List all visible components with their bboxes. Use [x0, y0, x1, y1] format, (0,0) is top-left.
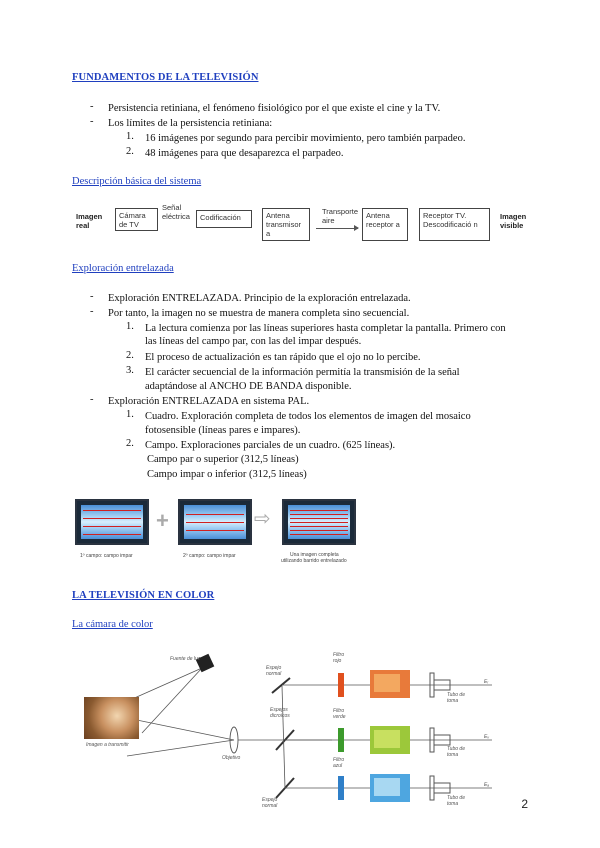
camera-diagram-lines [72, 648, 532, 838]
label-imagen-real: Imagen real [76, 212, 103, 230]
label-senal: Señal eléctrica [162, 203, 190, 221]
list-item: El carácter secuencial de la información permitía la transmisión de la señal [145, 367, 460, 378]
section-title-fundamentos: FUNDAMENTOS DE LA TELEVISIÓN [72, 72, 259, 83]
caption-completa-2: utilizando barrido entrelazado [281, 558, 347, 564]
box-codificacion: Codificación [196, 210, 252, 228]
list-item: Cuadro. Exploración completa de todos los elementos de imagen del mosaico [145, 411, 471, 422]
list-number: 2. [126, 350, 134, 361]
label-espejo-normal-bottom: Espejo normal [262, 797, 278, 809]
list-item: 16 imágenes por segundo para percibir movimiento, pero también parpadeo. [145, 133, 466, 144]
label-espejo-normal-top: Espejo normal [266, 665, 282, 677]
list-number: 1. [126, 409, 134, 420]
label-espejos-dicroicos: Espejos dicroicos [270, 707, 290, 719]
section-title-exploracion: Exploración entrelazada [72, 263, 174, 274]
list-item: La lectura comienza por las líneas superiores hasta completar la pantalla. Primero con [145, 323, 506, 334]
section-title-color: LA TELEVISIÓN EN COLOR [72, 590, 215, 601]
list-item-cont: adaptándose al ANCHO DE BANDA disponible. [145, 381, 352, 392]
bullet-text: Persistencia retiniana, el fenómeno fisiológico por el que existe el cine y la TV. [108, 103, 441, 114]
caption-completa-1: Una imagen completa [290, 552, 339, 558]
list-number: 1. [126, 321, 134, 332]
section-subtitle-camara: La cámara de color [72, 619, 153, 630]
tv-screen-odd [75, 499, 149, 545]
label-tubo-1: Tubo de toma [447, 692, 465, 704]
subject-image [84, 697, 139, 739]
box-antena-receptor: Antena receptor a [362, 208, 408, 241]
arrow-right-icon: ⇨ [254, 506, 271, 530]
label-tubo-2: Tubo de toma [447, 746, 465, 758]
label-fuente: Fuente de luz [170, 656, 201, 662]
list-item-cont: Campo impar o inferior (312,5 líneas) [147, 469, 307, 480]
section-title-descripcion: Descripción básica del sistema [72, 176, 202, 187]
tv-screen-even [178, 499, 252, 545]
label-tubo-3: Tubo de toma [447, 795, 465, 807]
list-item: 48 imágenes para que desaparezca el parpadeo. [145, 148, 344, 159]
bullet-dash: - [90, 306, 94, 317]
bullet-dash: - [90, 394, 94, 405]
bullet-text: Los límites de la persistencia retiniana: [108, 118, 273, 129]
caption-campo-1: 1º campo: campo impar [80, 553, 133, 559]
bullet-text: Exploración ENTRELAZADA en sistema PAL. [108, 396, 310, 407]
box-camara: Cámara de TV [115, 208, 158, 231]
bullet-dash: - [90, 101, 94, 112]
label-imagen-transmitir: Imagen a transmitir [86, 742, 129, 748]
bullet-dash: - [90, 291, 94, 302]
bullet-text: Exploración ENTRELAZADA. Principio de la exploración entrelazada. [108, 293, 411, 304]
label-objetivo: Objetivo [222, 755, 241, 761]
label-filtro-azul: Filtro azul [333, 757, 345, 769]
list-item: El proceso de actualización es tan rápido que el ojo no lo percibe. [145, 352, 421, 363]
label-ev: Eᵥ [484, 734, 490, 740]
label-filtro-rojo: Filtro rojo [333, 652, 345, 664]
label-ea: Eₐ [484, 782, 490, 788]
page-number: 2 [521, 797, 528, 811]
list-number: 2. [126, 438, 134, 449]
list-item-cont: Campo par o superior (312,5 líneas) [147, 454, 299, 465]
list-number: 1. [126, 131, 134, 142]
list-item-cont: fotosensible (líneas pares e impares). [145, 425, 301, 436]
tv-screen-full [282, 499, 356, 545]
label-filtro-verde: Filtro verde [333, 708, 346, 720]
box-receptor: Receptor TV. Descodificació n [419, 208, 490, 241]
label-transporte: Transporte aire [322, 207, 358, 225]
caption-campo-2: 2º campo: campo impar [183, 553, 236, 559]
list-number: 3. [126, 365, 134, 376]
plus-icon: + [156, 508, 169, 533]
label-imagen-visible: Imagen visible [500, 212, 527, 230]
list-item-cont: las líneas del campo par, con las del impar después. [145, 336, 362, 347]
bullet-dash: - [90, 116, 94, 127]
list-item: Campo. Exploraciones parciales de un cuadro. (625 líneas). [145, 440, 396, 451]
label-er: Eᵣ [484, 679, 489, 685]
box-antena-transmisor: Antena transmisor a [262, 208, 310, 241]
bullet-text: Por tanto, la imagen no se muestra de manera completa sino secuencial. [108, 308, 410, 319]
list-number: 2. [126, 146, 134, 157]
arrow-transporte [316, 228, 358, 229]
